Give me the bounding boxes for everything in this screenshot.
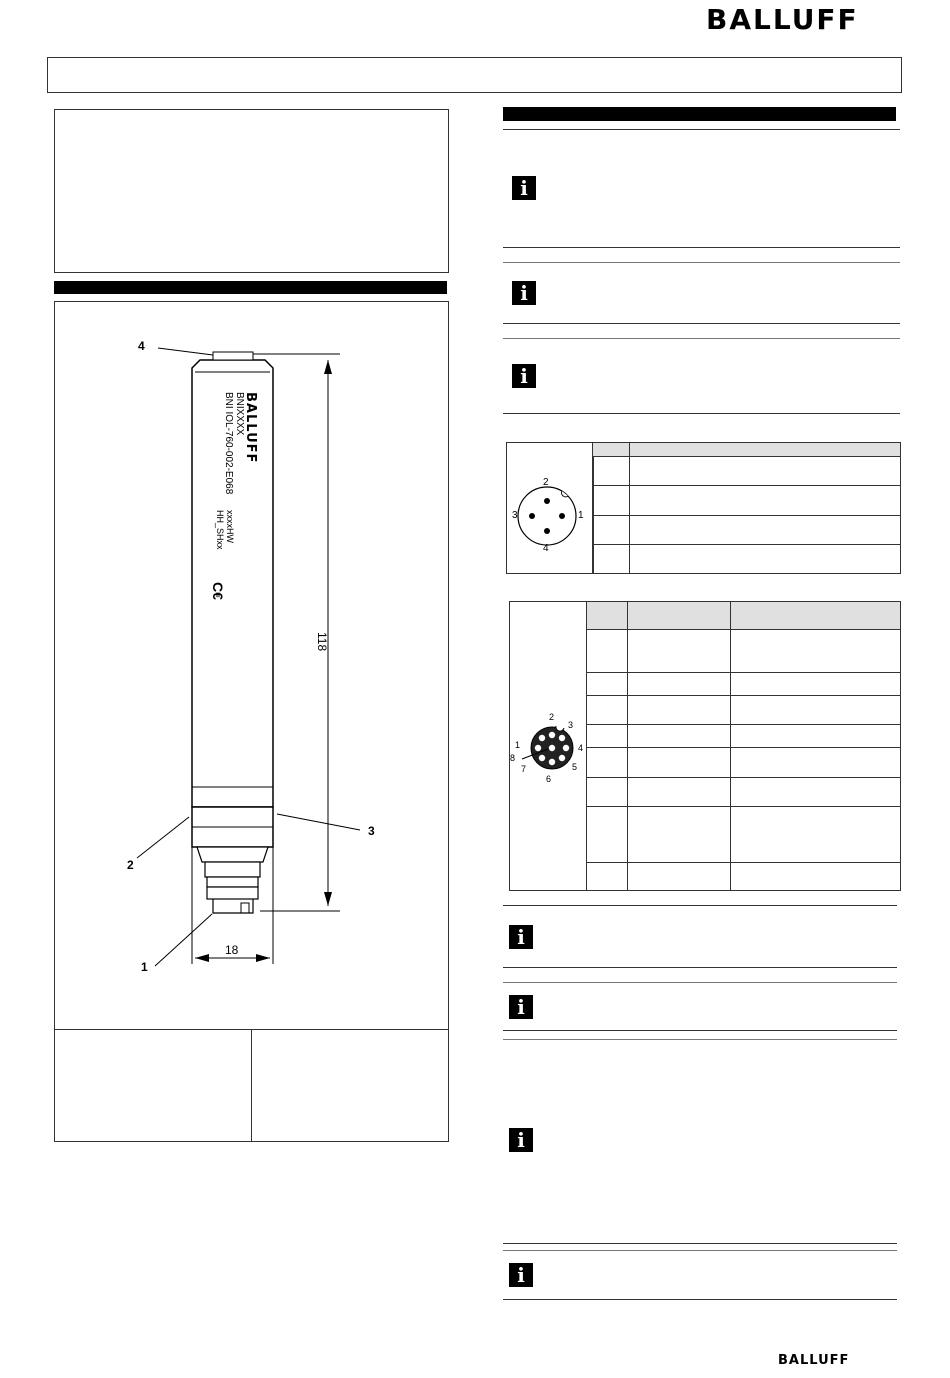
housing-brand: BALLUFF bbox=[243, 392, 258, 464]
rule bbox=[503, 323, 900, 324]
rule bbox=[503, 1299, 897, 1300]
table-row bbox=[587, 748, 901, 777]
rule bbox=[503, 338, 900, 339]
rule bbox=[503, 1039, 897, 1040]
table-row bbox=[587, 806, 901, 862]
rule bbox=[503, 905, 897, 906]
section-header-bar-right bbox=[503, 107, 896, 121]
connector-4pin-grid bbox=[592, 442, 901, 574]
callout-4: 4 bbox=[138, 339, 145, 353]
pin-label-5: 5 bbox=[572, 762, 578, 772]
intro-text-box bbox=[54, 109, 449, 273]
connector-4pin-diagram bbox=[507, 443, 593, 573]
pin-label-1: 1 bbox=[515, 740, 521, 750]
housing-version-label bbox=[215, 510, 235, 570]
housing-model: BNIXXXX bbox=[234, 392, 245, 436]
drawing-footer-divider-v bbox=[251, 1029, 252, 1141]
table-row bbox=[593, 457, 901, 486]
table-header-row bbox=[587, 602, 901, 630]
pin-label-2: 2 bbox=[549, 712, 555, 722]
pin-label-8: 8 bbox=[510, 753, 516, 763]
dimension-diameter-label: 18 bbox=[225, 943, 239, 957]
pin-label-4: 4 bbox=[578, 743, 584, 753]
info-icon: i bbox=[509, 1263, 533, 1287]
rule bbox=[503, 129, 900, 130]
rule bbox=[503, 1250, 897, 1251]
info-icon: i bbox=[512, 364, 536, 388]
table-row bbox=[587, 630, 901, 673]
callout-3: 3 bbox=[368, 824, 375, 838]
table-row bbox=[587, 777, 901, 806]
footer-balluff-logo: BALLUFF bbox=[778, 1353, 850, 1368]
section-header-bar-left bbox=[54, 281, 447, 294]
table-row bbox=[593, 515, 901, 544]
title-box bbox=[47, 57, 902, 93]
housing-part: BNI IOL-760-002-E068 bbox=[223, 392, 234, 495]
pin-label-3: 3 bbox=[568, 720, 574, 730]
rule bbox=[503, 413, 900, 414]
table-row bbox=[593, 486, 901, 515]
housing-hw: xxxxHW bbox=[225, 510, 235, 543]
callout-2: 2 bbox=[127, 858, 134, 872]
info-icon: i bbox=[509, 1128, 533, 1152]
rule bbox=[503, 262, 900, 263]
info-icon: i bbox=[512, 281, 536, 305]
connector-8pin-grid bbox=[586, 601, 901, 891]
table-row bbox=[593, 544, 901, 573]
rule bbox=[503, 967, 897, 968]
pin-label-2: 2 bbox=[543, 477, 549, 488]
table-header-row bbox=[593, 443, 901, 457]
dimension-drawing-box bbox=[54, 301, 449, 1142]
rule bbox=[503, 247, 900, 248]
info-icon: i bbox=[512, 176, 536, 200]
pin-label-4: 4 bbox=[543, 543, 549, 554]
pin-label-6: 6 bbox=[546, 774, 552, 784]
table-row bbox=[587, 725, 901, 748]
dimension-length-label: 118 bbox=[315, 632, 329, 652]
table-row bbox=[587, 862, 901, 890]
table-row bbox=[587, 673, 901, 696]
info-icon: i bbox=[509, 925, 533, 949]
pin-label-1: 1 bbox=[578, 510, 584, 521]
pin-label-3: 3 bbox=[512, 510, 518, 521]
callout-1: 1 bbox=[141, 960, 148, 974]
svg-text:C€: C€ bbox=[210, 582, 226, 600]
info-icon: i bbox=[509, 995, 533, 1019]
pin-label-7: 7 bbox=[521, 764, 527, 774]
balluff-logo: BALLUFF bbox=[706, 3, 859, 36]
table-row bbox=[587, 696, 901, 725]
rule bbox=[503, 982, 897, 983]
connector-8pin-diagram bbox=[510, 602, 588, 890]
housing-sw: HH_SHxx bbox=[215, 510, 225, 550]
rule bbox=[503, 1243, 897, 1244]
rule bbox=[503, 1030, 897, 1031]
